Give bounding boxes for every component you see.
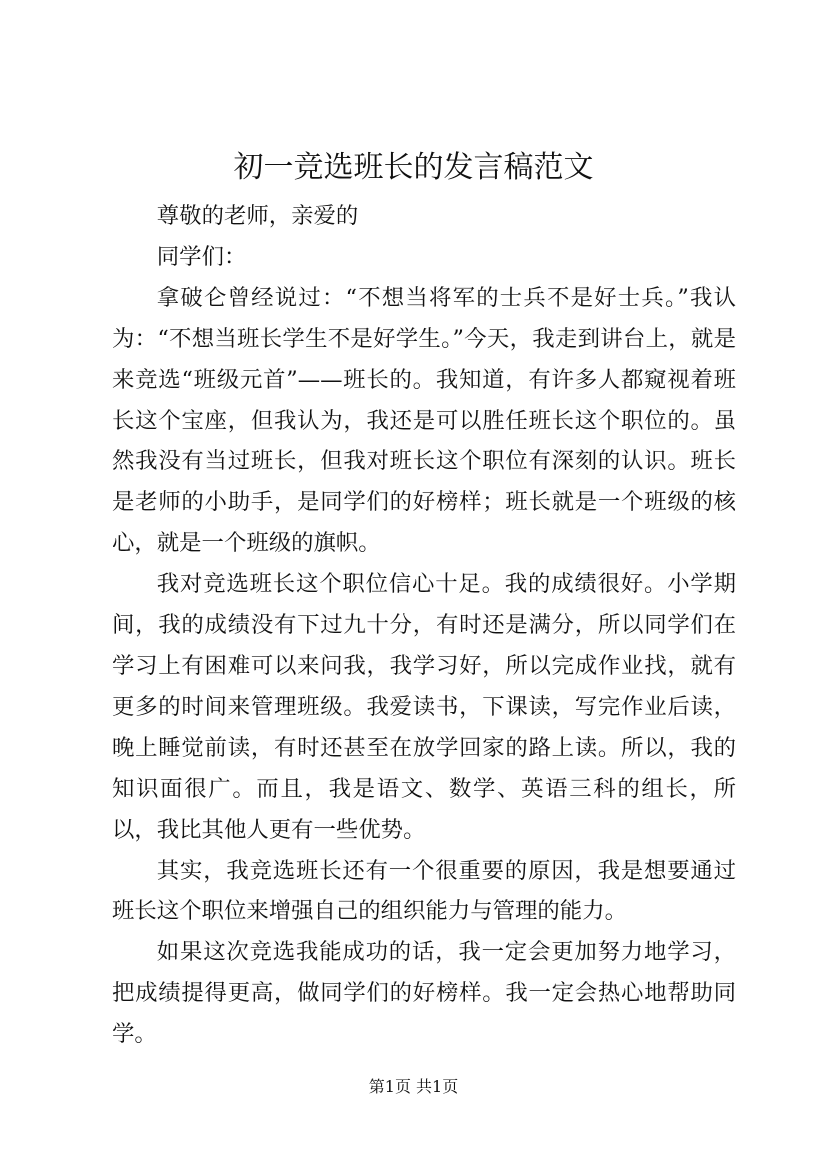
paragraph-reason: 其实，我竞选班长还有一个很重要的原因，我是想要通过班长这个职位来增强自己的组织能力与管理的能力。 bbox=[112, 857, 736, 925]
document-title: 初一竞选班长的发言稿范文 bbox=[233, 150, 594, 185]
paragraph-intro: 拿破仑曾经说过：“不想当将军的士兵不是好士兵。”我认为：“不想当班长学生不是好学生。”今天，我走到讲台上，就是来竞选“班级元首”——班长的。我知道，有许多人都窥视着班长这个宝座，但我认为，我还是可以胜任班长这个职位的。虽然我没有当过班长，但我对班长这个职位有深刻的认识。班长是老师的小助手，是同学们的好榜样；班长就是一个班级的核心，就是一个班级的旗帜。 bbox=[112, 284, 736, 557]
paragraph-promise: 如果这次竞选我能成功的话，我一定会更加努力地学习，把成绩提得更高，做同学们的好榜样。我一定会热心地帮助同学。 bbox=[112, 939, 736, 1048]
paragraph-confidence: 我对竞选班长这个职位信心十足。我的成绩很好。小学期间，我的成绩没有下过九十分，有时还是满分，所以同学们在学习上有困难可以来问我，我学习好，所以完成作业找，就有更多的时间来管理班级。我爱读书，下课读，写完作业后读，晚上睡觉前读，有时还甚至在放学回家的路上读。所以，我的知识面很广。而且，我是语文、数学、英语三科的组长，所以，我比其他人更有一些优势。 bbox=[112, 571, 736, 843]
page-footer: 第1页 共1页 bbox=[368, 1077, 459, 1096]
paragraph-greeting-1: 尊敬的老师，亲爱的 bbox=[156, 203, 359, 229]
paragraph-greeting-2: 同学们： bbox=[156, 243, 247, 270]
document-body bbox=[112, 196, 736, 1055]
